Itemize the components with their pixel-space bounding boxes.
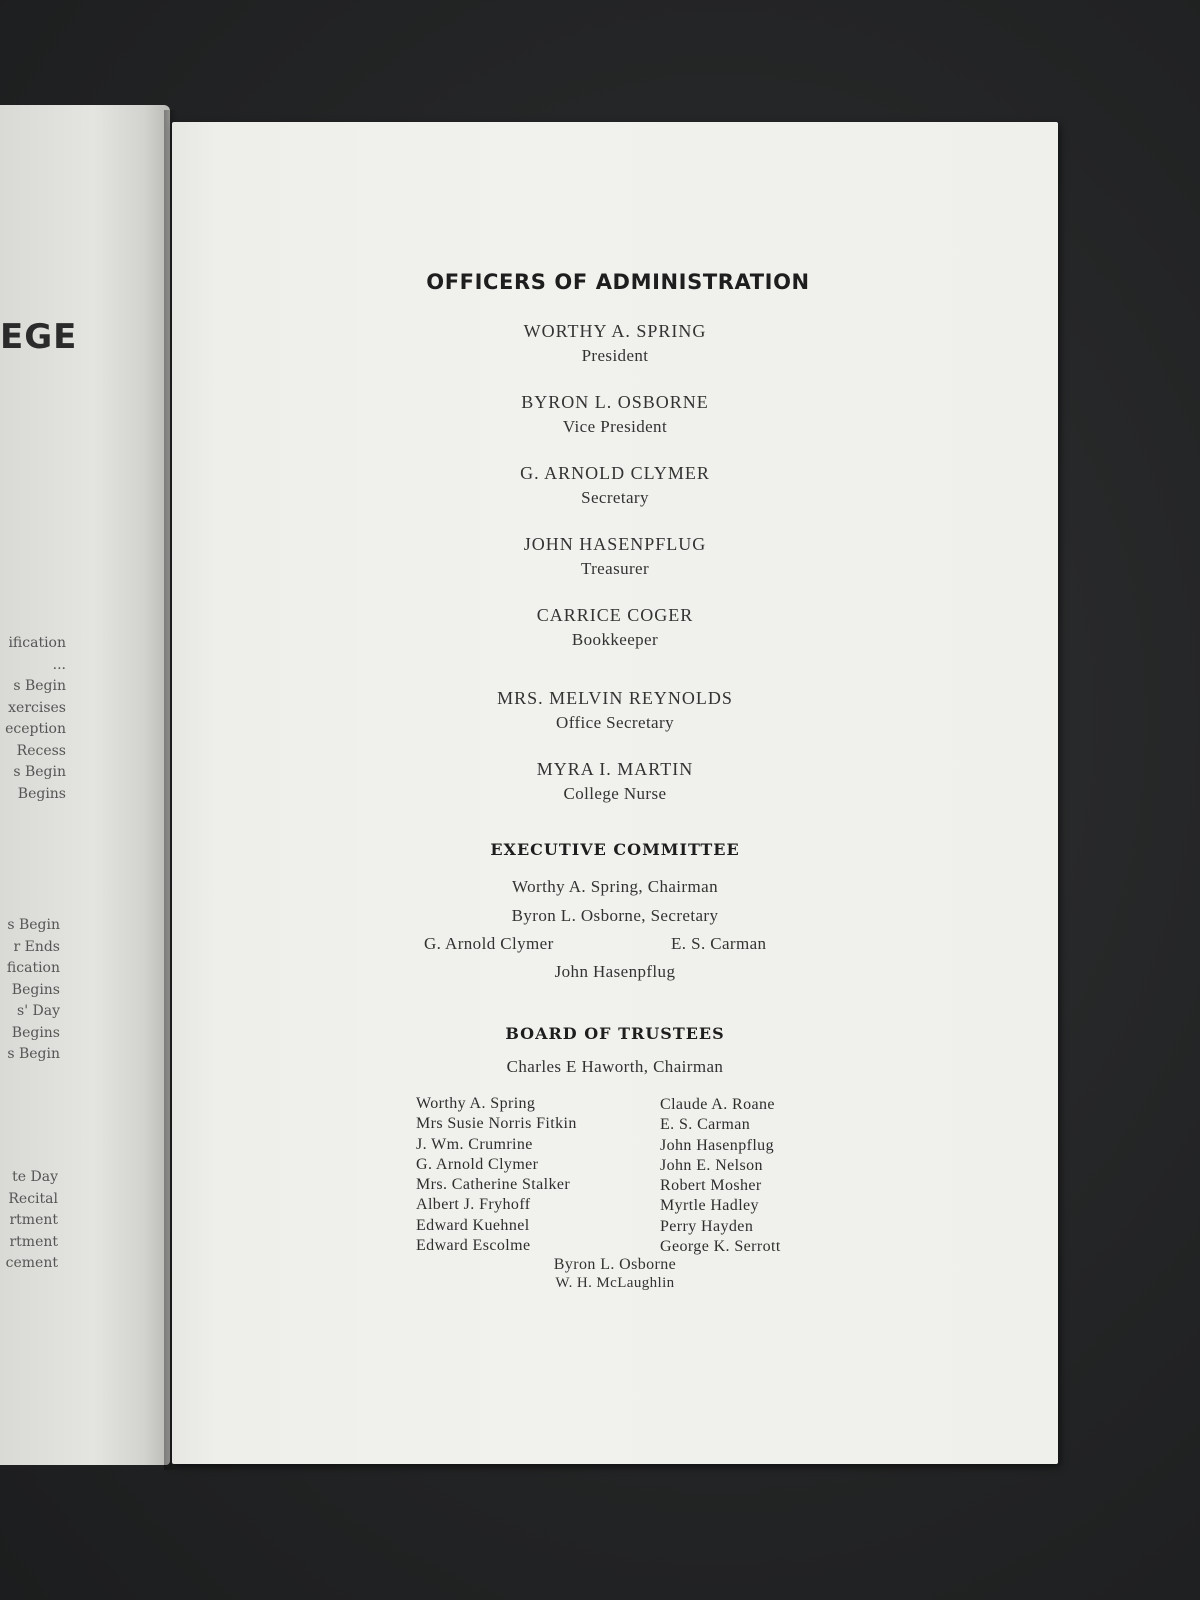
trustee-name: Edward Kuehnel (416, 1216, 530, 1234)
officer-role: Bookkeeper (571, 630, 659, 649)
executive-committee-chairman: Worthy A. Spring, Chairman (512, 877, 718, 896)
officer-name: G. ARNOLD CLYMER (520, 463, 710, 483)
left-page-line: Begins (11, 981, 60, 998)
left-page-line: s' Day (17, 1003, 60, 1019)
officer-entry (172, 685, 1058, 735)
executive-committee-title: EXECUTIVE COMMITTEE (490, 840, 740, 859)
board-of-trustees-title: BOARD OF TRUSTEES (505, 1024, 725, 1043)
executive-committee-member: G. Arnold Clymer (424, 934, 554, 953)
trustee-name: Perry Hayden (660, 1217, 754, 1235)
executive-committee-member: John Hasenpflug (554, 962, 676, 981)
officer-role: Office Secretary (556, 713, 674, 732)
left-page-line: Recess (16, 742, 66, 759)
officer-entry (172, 460, 1058, 510)
trustees-right-column (660, 1095, 781, 1257)
executive-committee-secretary: Byron L. Osborne, Secretary (511, 906, 719, 925)
trustee-name: E. S. Carman (660, 1116, 751, 1134)
left-page-line: ... (52, 656, 66, 673)
officer-name: CARRICE COGER (536, 605, 694, 625)
trustee-name: George K. Serrott (660, 1238, 781, 1256)
left-page-heading: EGE (0, 317, 78, 357)
board-chairman: Charles E Haworth, Chairman (506, 1057, 724, 1076)
trustee-name: Albert J. Fryhoff (416, 1196, 531, 1214)
left-page-line: xercises (8, 699, 66, 716)
officer-name: JOHN HASENPFLUG (523, 534, 707, 554)
left-page (0, 105, 170, 1465)
trustee-name: John E. Nelson (660, 1156, 763, 1174)
trustee-name: John Hasenpflug (660, 1136, 774, 1154)
page-content (172, 122, 1058, 1464)
left-page-line: fication (6, 960, 60, 976)
left-page-line: s Begin (7, 1046, 60, 1062)
left-page-column-2 (0, 915, 60, 1066)
trustee-name: Myrtle Hadley (660, 1197, 759, 1215)
officer-name: BYRON L. OSBORNE (521, 392, 709, 412)
trustee-name: J. Wm. Crumrine (416, 1135, 533, 1153)
left-page-line: r Ends (13, 938, 60, 955)
officer-role: Secretary (581, 488, 649, 507)
officer-entry (172, 602, 1058, 652)
trustee-final: Byron L. Osborne (553, 1256, 677, 1273)
right-page (172, 122, 1058, 1464)
left-page-line: s Begin (13, 764, 66, 780)
officer-name: MRS. MELVIN REYNOLDS (497, 688, 733, 708)
trustee-name: Mrs Susie Norris Fitkin (416, 1115, 577, 1133)
officer-entry (172, 318, 1058, 368)
left-page-column-1 (0, 633, 66, 805)
left-page-line: cement (5, 1255, 58, 1271)
officer-entry (172, 389, 1058, 439)
left-page-line: s Begin (13, 678, 66, 694)
left-page-line: rtment (9, 1212, 58, 1228)
officer-name: WORTHY A. SPRING (523, 321, 707, 341)
officer-role: Vice President (562, 417, 668, 436)
officer-name: MYRA I. MARTIN (536, 759, 694, 779)
executive-committee-member: E. S. Carman (671, 934, 767, 953)
trustee-name: Mrs. Catherine Stalker (416, 1176, 571, 1194)
trustee-name: Worthy A. Spring (416, 1095, 536, 1112)
page-title: OFFICERS OF ADMINISTRATION (426, 270, 810, 294)
left-page-line: ification (8, 635, 66, 651)
left-page-line: rtment (9, 1233, 58, 1250)
officer-role: Treasurer (580, 559, 650, 578)
officer-role: College Nurse (563, 784, 667, 803)
officer-entry (172, 756, 1058, 806)
trustee-name: G. Arnold Clymer (416, 1155, 539, 1173)
trustee-name: Edward Escolme (416, 1237, 531, 1255)
trustee-name: Claude A. Roane (660, 1096, 775, 1113)
trustee-final: W. H. McLaughlin (555, 1275, 675, 1291)
trustee-name: Robert Mosher (660, 1177, 762, 1195)
left-page-line: eception (5, 721, 66, 737)
left-page-line: s Begin (7, 917, 60, 933)
trustees-left-column (416, 1094, 577, 1256)
left-page-line: Begins (17, 785, 66, 802)
left-page-line: Begins (11, 1024, 60, 1041)
left-page-line: Recital (8, 1190, 58, 1207)
left-page-column-3 (0, 1167, 58, 1275)
left-page-line: te Day (12, 1169, 58, 1185)
officer-role: President (581, 346, 649, 365)
officer-entry (172, 531, 1058, 581)
